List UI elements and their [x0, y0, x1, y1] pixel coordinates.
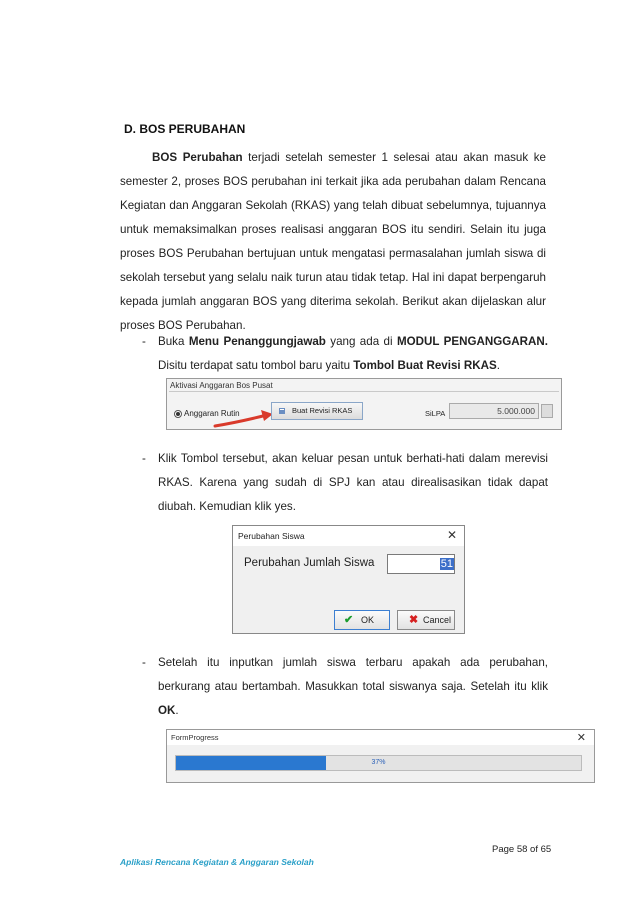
cancel-button[interactable]	[397, 610, 455, 630]
aktivasi-screenshot	[166, 378, 562, 430]
step-item-3	[120, 651, 548, 723]
section-heading: D. BOS PERUBAHAN	[124, 122, 246, 136]
step-text: Disitu terdapat satu tombol baru yaitu	[158, 359, 354, 372]
ok-button[interactable]	[334, 610, 390, 630]
step-item-1	[120, 330, 548, 378]
page-number: Page 58 of 65	[492, 844, 552, 855]
footer-app-name: Aplikasi Rencana Kegiatan & Anggaran Sekolah	[120, 857, 314, 867]
dialog-body	[233, 546, 464, 633]
anggaran-rutin-label: Anggaran Rutin	[184, 409, 240, 418]
step-bold: Menu Penanggungjawab	[188, 335, 326, 348]
ok-label: OK	[361, 615, 375, 625]
intro-text: terjadi setelah semester 1 selesai atau akan masuk ke semester 2, proses BOS perubahan ini terkait jika ada perubahan dalam Rencana Kegiatan dan Anggaran Sekolah (RKAS) yang telah dibuat sebelumnya, tujuannya untuk memaksimalkan proses realisasi anggaran BOS itu sendiri. Selain itu juga proses BOS Perubahan bertujuan untuk mengatasi permasalahan jumlah siswa di sekolah tersebut yang selalu naik turun atau tidak tetap. Hal ini dapat berpengaruh kepada jumlah anggaran BOS yang diterima sekolah. Berikut akan dijelaskan alur proses BOS Perubahan.	[120, 151, 546, 332]
close-icon[interactable]: ✕	[576, 732, 586, 744]
step-dash: -	[142, 452, 146, 465]
jumlah-siswa-input[interactable]	[387, 554, 455, 574]
form-progress-window	[166, 729, 595, 783]
intro-paragraph	[120, 146, 546, 338]
step-dash: -	[142, 335, 146, 348]
step-dash: -	[142, 656, 146, 669]
divider	[169, 391, 559, 392]
anggaran-rutin-radio[interactable]	[174, 410, 182, 418]
perubahan-siswa-dialog	[232, 525, 465, 634]
cancel-x-icon: ✖	[409, 614, 419, 626]
step-text: .	[175, 704, 179, 717]
cancel-label: Cancel	[423, 615, 452, 625]
progress-body	[167, 745, 594, 782]
dialog-title: Perubahan Siswa	[233, 526, 464, 546]
progress-title: FormProgress	[171, 733, 219, 742]
jumlah-siswa-value: 51	[440, 558, 453, 570]
silpa-small-button[interactable]	[541, 404, 553, 418]
step-bold: MODUL PENGANGGARAN.	[396, 335, 548, 348]
step-text: Klik Tombol tersebut, akan keluar pesan untuk berhati-hati dalam merevisi RKAS. Karena yang sudah di SPJ kan atau direalisasikan tidak dapat diubah. Kemudian klik yes.	[158, 452, 548, 513]
buat-revisi-rkas-button[interactable]	[271, 402, 363, 420]
step-text: .	[496, 359, 500, 372]
step-item-2	[120, 447, 548, 519]
check-icon: ✔	[344, 614, 354, 626]
step-text: yang ada di	[325, 335, 397, 348]
silpa-field[interactable]: 5.000.000	[449, 403, 539, 419]
buat-revisi-rkas-label: Buat Revisi RKAS	[292, 406, 353, 415]
red-arrow-icon	[213, 409, 275, 429]
jumlah-siswa-label: Perubahan Jumlah Siswa	[244, 557, 375, 569]
close-icon[interactable]: ✕	[446, 528, 457, 542]
step-text: Setelah itu inputkan jumlah siswa terbaru apakah ada perubahan, berkurang atau bertambah. Masukkan total siswanya saja. Setelah itu klik	[158, 656, 548, 693]
progress-bar	[175, 755, 582, 771]
step-bold: OK	[158, 704, 176, 717]
intro-bold-lead: BOS Perubahan	[152, 151, 243, 164]
progress-percent: 37%	[371, 759, 386, 766]
step-text: Buka	[158, 335, 189, 348]
revisi-icon	[278, 407, 286, 415]
aktivasi-title: Aktivasi Anggaran Bos Pusat	[170, 381, 273, 390]
silpa-label: SiLPA	[425, 409, 446, 418]
step-bold: Tombol Buat Revisi RKAS	[353, 359, 497, 372]
